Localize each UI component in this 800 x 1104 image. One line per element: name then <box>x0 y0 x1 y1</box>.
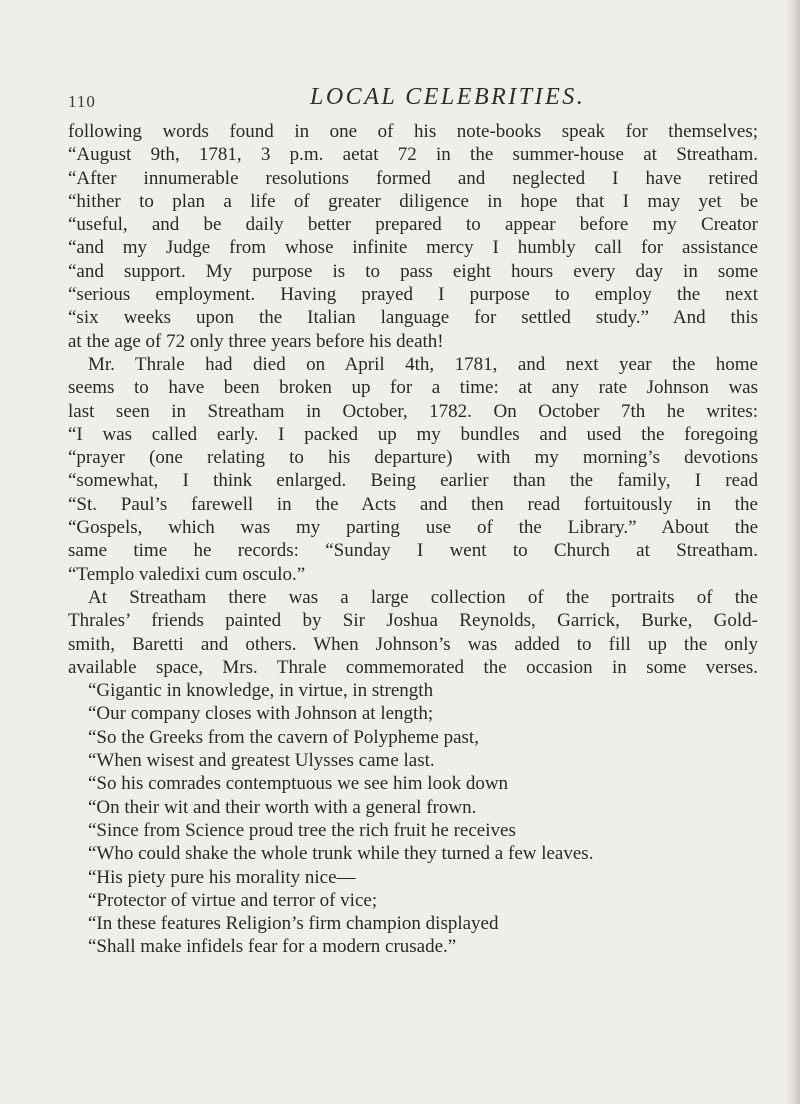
verse-line: “In these features Religion’s firm champion displayed <box>88 913 499 935</box>
text-line: “serious employment. Having prayed I purpose to employ the next <box>68 284 758 306</box>
text-line: following words found in one of his note-books speak for themselves; <box>68 121 758 142</box>
text-line: Mr. Thrale had died on April 4th, 1781, and next year the home <box>88 353 758 375</box>
text-line: smith, Baretti and others. When Johnson’s was added to fill up the only <box>68 633 758 655</box>
verse-line: “So his comrades contemptuous we see him look down <box>88 773 509 795</box>
verse-line: “Our company closes with Johnson at length; <box>88 703 434 725</box>
verse-line: “His piety pure his morality nice— <box>88 866 356 888</box>
verse-line: “Gigantic in knowledge, in virtue, in strength <box>88 680 434 702</box>
text-line: “August 9th, 1781, 3 p.m. aetat 72 in the summer-house at Streatham. <box>68 144 758 166</box>
verse-line: “Who could shake the whole trunk while they turned a few leaves. <box>88 843 594 865</box>
body-text <box>68 120 758 959</box>
running-head <box>0 84 800 120</box>
text-line: last seen in Streatham in October, 1782. On October 7th he writes: <box>68 400 758 422</box>
text-line: available space, Mrs. Thrale commemorated the occasion in some verses. <box>68 656 758 678</box>
text-line: “and support. My purpose is to pass eight hours every day in some <box>68 260 758 282</box>
text-line: “six weeks upon the Italian language for settled study.” And this <box>68 307 758 329</box>
text-line: “prayer (one relating to his departure) with my morning’s devotions <box>68 447 758 469</box>
verse-line: “On their wit and their worth with a general frown. <box>88 796 477 818</box>
text-line: “Templo valedixi cum osculo.” <box>68 563 306 585</box>
text-line: “St. Paul’s farewell in the Acts and then read fortuitously in the <box>68 493 758 515</box>
page-number: 110 <box>68 92 96 111</box>
text-line: “Gospels, which was my parting use of the Library.” About the <box>68 517 758 539</box>
text-line: “hither to plan a life of greater diligence in hope that I may yet be <box>68 190 758 212</box>
text-line: same time he records: “Sunday I went to Church at Streatham. <box>68 540 758 562</box>
verse-line: “So the Greeks from the cavern of Polypheme past, <box>88 726 479 748</box>
running-head-title: LOCAL CELEBRITIES. <box>310 84 586 110</box>
verse-line: “When wisest and greatest Ulysses came last. <box>88 750 435 772</box>
text-line: “somewhat, I think enlarged. Being earlier than the family, I read <box>68 470 758 492</box>
text-line: Thrales’ friends painted by Sir Joshua Reynolds, Garrick, Burke, Gold- <box>68 610 758 632</box>
verse-line: “Shall make infidels fear for a modern crusade.” <box>88 936 457 958</box>
verse-line: “Protector of virtue and terror of vice; <box>88 889 378 911</box>
text-line: “I was called early. I packed up my bundles and used the foregoing <box>68 423 758 445</box>
page-edge-shadow <box>786 0 800 1104</box>
text-line: at the age of 72 only three years before his death! <box>68 330 444 352</box>
text-line: “After innumerable resolutions formed and neglected I have retired <box>68 167 758 189</box>
text-line: seems to have been broken up for a time: at any rate Johnson was <box>68 377 758 399</box>
text-line: “useful, and be daily better prepared to appear before my Creator <box>68 214 758 236</box>
text-line: “and my Judge from whose infinite mercy I humbly call for assistance <box>68 237 758 259</box>
text-line: At Streatham there was a large collection of the portraits of the <box>88 586 758 608</box>
verse-line: “Since from Science proud tree the rich fruit he receives <box>88 819 516 841</box>
